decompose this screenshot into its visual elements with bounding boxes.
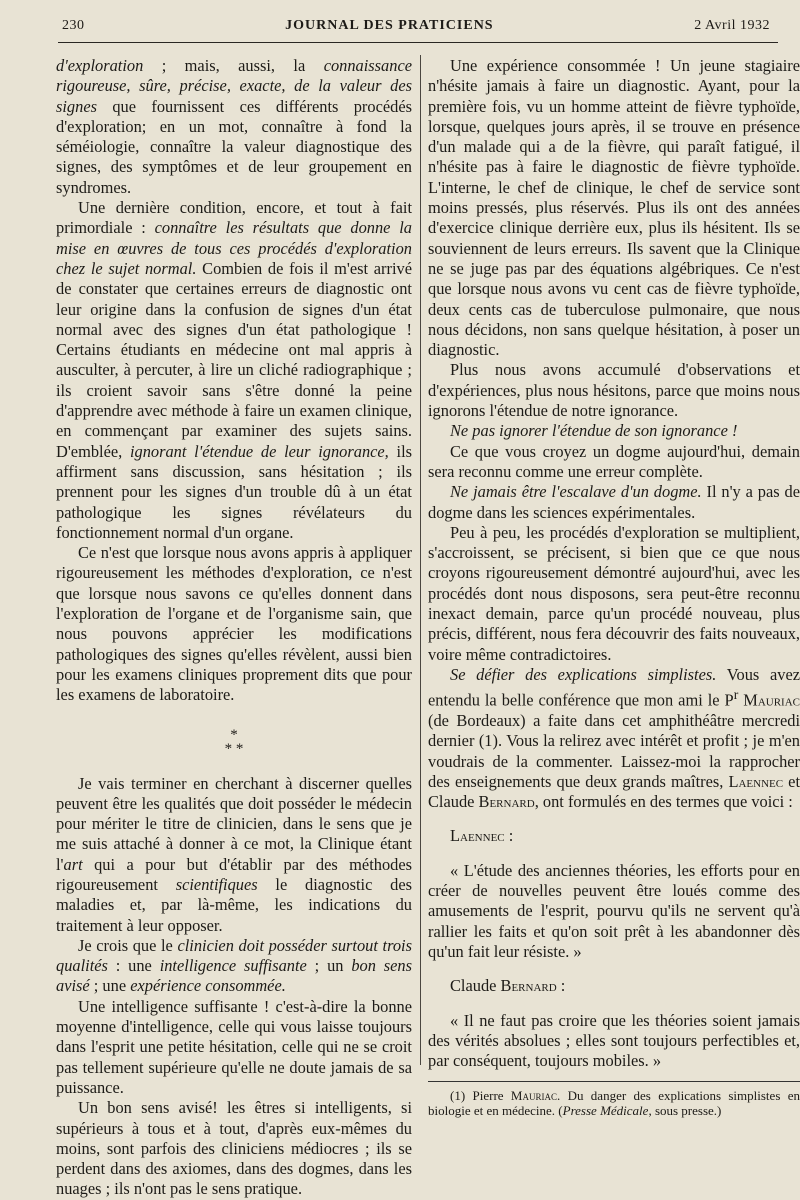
italic-text: clinicien doit posséder surtout trois qualités xyxy=(56,935,412,976)
paragraph: Un bon sens avisé! les êtres si intelligents, si supérieurs à tous et à tout, d'après eux-mêmes du moins, sont parfois des cliniciens médiocres ; ils se perdent dans des axiomes, dans des dogmes, dans les nuages ; ils n'ont pas le sens pratique. xyxy=(56,1098,412,1199)
author-name: Bernard xyxy=(478,792,535,812)
paragraph xyxy=(56,56,412,198)
paragraph: Peu à peu, les procédés d'exploration se multiplient, s'accroissent, se précisent, si bien que ce que nous croyons rigoureusement démontré aujourd'hui, avec les procédés dont nous disposons, sera peut-être reconnu inexact demain, parce qu'un procédé nouveau, plus précis, différent, nous fera découvrir des faits nouveaux, voire même contradictoires. xyxy=(428,522,800,664)
footnote-rule xyxy=(428,1081,800,1082)
spacer xyxy=(428,812,800,826)
italic-text: Ne pas ignorer l'étendue de son ignorance ! xyxy=(450,421,738,441)
text: Une dernière condition, encore, et tout à fait primordiale : xyxy=(56,198,412,238)
quotation: « L'étude des anciennes théories, les efforts pour en créer de nouvelles peuvent être loués comme des amusements de l'esprit, pourvu qu'ils ne servent qu'à rallier les faits et qu'on soit prêt à les abandonner dès qu'un fait leur résiste. » xyxy=(428,860,800,961)
italic-text: Se défier des explications simplistes. xyxy=(450,664,717,684)
text: , ont formulés en des termes que voici : xyxy=(534,792,793,812)
text: Il n'y a pas de dogme dans les sciences expérimentales. xyxy=(428,482,800,522)
text: . Du danger des explications simplistes en biologie et en médecine. ( xyxy=(428,1088,800,1119)
italic-text: expérience consommée. xyxy=(130,976,286,996)
text: ; un xyxy=(306,956,352,976)
asterism-top: * xyxy=(230,726,238,743)
text: Claude xyxy=(450,976,501,996)
footnote xyxy=(428,1088,800,1118)
header-rule xyxy=(58,42,778,43)
text: Vous avez entendu la belle conférence que mon ami le P xyxy=(428,664,800,710)
quote-attribution xyxy=(428,976,800,996)
spacer xyxy=(428,962,800,976)
page-number: 230 xyxy=(62,18,85,33)
paragraph xyxy=(56,198,412,543)
paragraph xyxy=(56,774,412,936)
author-name: Bernard xyxy=(500,976,557,996)
paragraph xyxy=(56,936,412,997)
text: (1) Pierre xyxy=(450,1088,511,1104)
text: que fournissent ces différents procédés d'exploration; en un mot, connaître à fond la séméiologie, connaître la valeur diagnostique des signes, des symptômes et de leur groupement en syndromes. xyxy=(56,96,412,197)
paragraph xyxy=(428,482,800,523)
author-name: Mauriac xyxy=(743,690,800,710)
text: et Claude xyxy=(428,771,800,812)
italic-text: bon sens avisé xyxy=(56,956,412,996)
text: , sous presse.) xyxy=(648,1103,722,1119)
italic-text: scientifiques xyxy=(175,874,258,894)
author-name: Mauriac xyxy=(510,1088,557,1104)
paragraph xyxy=(428,665,800,813)
spacer xyxy=(428,847,800,861)
italic-text: connaître les résultats que donne la mise en œuvres de tous ces procédés d'exploration chez le sujet normal. xyxy=(56,218,412,278)
spacer xyxy=(428,997,800,1011)
paragraph: Plus nous avons accumulé d'observations et d'expériences, plus nous hésitons, parce que moins nous ignorons l'étendue de notre ignorance. xyxy=(428,360,800,421)
column-divider xyxy=(420,55,421,1065)
text: qui a pour but d'établir par des méthodes rigoureusement xyxy=(56,854,412,894)
issue-date: 2 Avril 1932 xyxy=(694,18,770,33)
section-separator xyxy=(56,728,412,756)
author-name: Laennec xyxy=(728,771,784,791)
superscript: r xyxy=(733,687,739,703)
asterism-bottom: * * xyxy=(224,740,244,757)
running-header xyxy=(62,18,770,40)
text: (de Bordeaux) a faite dans cet amphithéâtre mercredi dernier (1). Vous la relirez avec intérêt et profit ; je m'en voudrais de la commenter. Laissez-moi la rapprocher des enseignements que deux grands maîtres, xyxy=(428,710,800,791)
paragraph: Une expérience consommée ! Un jeune stagiaire n'hésite jamais à faire un diagnostic. Ayant, pour la première fois, vu un homme atteint de fièvre typhoïde, lorsque, quelques jours après, il se trouve en présence d'un malade qui a de la fièvre, qui paraît fatigué, il n'hésite pas à faire le diagnostic de fièvre typhoïde. L'interne, le chef de clinique, le chef de service sont moins pressés, plus réservés. Plus ils ont des années d'exercice clinique derrière eux, plus ils hésitent. Ils se souviennent de leurs erreurs. Ils savent que la Clinique ne se juge pas par des équations algébriques. Ce n'est que lorsque nous avons vu cent cas de fièvre typhoïde, deux cents cas de tuberculose pulmonaire, que nous nous décidons, non sans quelque hésitation, à poser un diagnostic. xyxy=(428,56,800,360)
text: ; mais, aussi, la xyxy=(143,56,324,75)
text: ; une xyxy=(89,976,131,996)
paragraph: Ce n'est que lorsque nous avons appris à appliquer rigoureusement les méthodes d'exploration, ce n'est que lorsque nous savons ce qu'elles donnent dans l'exploration de l'organe et de l'organisme sain, que nous pouvons apprécier les modifications pathologiques des signes qu'elles révèlent, aussi bien pour les examens cliniques proprement dits que pour les examens de laboratoire. xyxy=(56,543,412,705)
italic-text: intelligence suffisante xyxy=(159,956,307,976)
author-name: Laennec xyxy=(450,826,505,846)
text: : une xyxy=(107,956,160,976)
italic-text: Ne jamais être l'escalave d'un dogme. xyxy=(450,482,702,502)
italic-text: Presse Médicale xyxy=(562,1103,649,1119)
right-column xyxy=(428,56,800,1118)
paragraph xyxy=(428,421,800,441)
italic-text: d'exploration xyxy=(56,56,144,75)
italic-text: art xyxy=(63,854,83,874)
text: Je crois que le xyxy=(78,935,178,955)
text: : xyxy=(504,826,514,846)
text: Combien de fois il m'est arrivé de constater que certaines erreurs de diagnostic ont leur origine dans la confusion de signes d'un état normal avec des signes d'un état pathologique ! Certains étudiants en médecine ont mal appris à ausculter, à percuter, à lire un cliché radiographique ; ils croient savoir sans s'être donné la peine d'apprendre avec méthode à faire un examen clinique, en commençant par examiner des sujets sains. D'emblée, xyxy=(56,258,412,461)
text: ils affirment sans discussion, sans hésitation ; ils prennent pour les signes d'un trouble dû à un état pathologique les signes révélateurs du fonctionnement normal d'un organe. xyxy=(56,441,412,542)
left-column xyxy=(56,56,412,1200)
paragraph: Une intelligence suffisante ! c'est-à-dire la bonne moyenne d'intelligence, celle qui vous laisse toujours dans l'esprit une petite hésitation, celle qui ne se croit pas tellement supérieure qu'elle ne doute jamais de sa puissance. xyxy=(56,996,412,1097)
italic-text: connaissance rigoureuse, sûre, précise, exacte, de la valeur des signes xyxy=(56,56,412,116)
text: : xyxy=(556,976,566,996)
text: le diagnostic des maladies et, par là-même, les indications du traitement à leur opposer. xyxy=(56,874,412,935)
paragraph: Ce que vous croyez un dogme aujourd'hui, demain sera reconnu comme une erreur complète. xyxy=(428,441,800,481)
journal-title: JOURNAL DES PRATICIENS xyxy=(285,18,494,33)
quote-attribution xyxy=(428,826,800,846)
italic-text: ignorant l'étendue de leur ignorance, xyxy=(129,441,389,461)
text: Je vais terminer en cherchant à discerner quelles peuvent être les qualités que doit posséder le médecin pour mériter le titre de clinicien, dans le sens que je me suis attaché à donner à ce mot, la Clinique étant l' xyxy=(56,773,412,874)
quotation: « Il ne faut pas croire que les théories soient jamais des vérités absolues ; elles sont toujours perfectibles et, par conséquent, toujours mobiles. » xyxy=(428,1010,800,1071)
